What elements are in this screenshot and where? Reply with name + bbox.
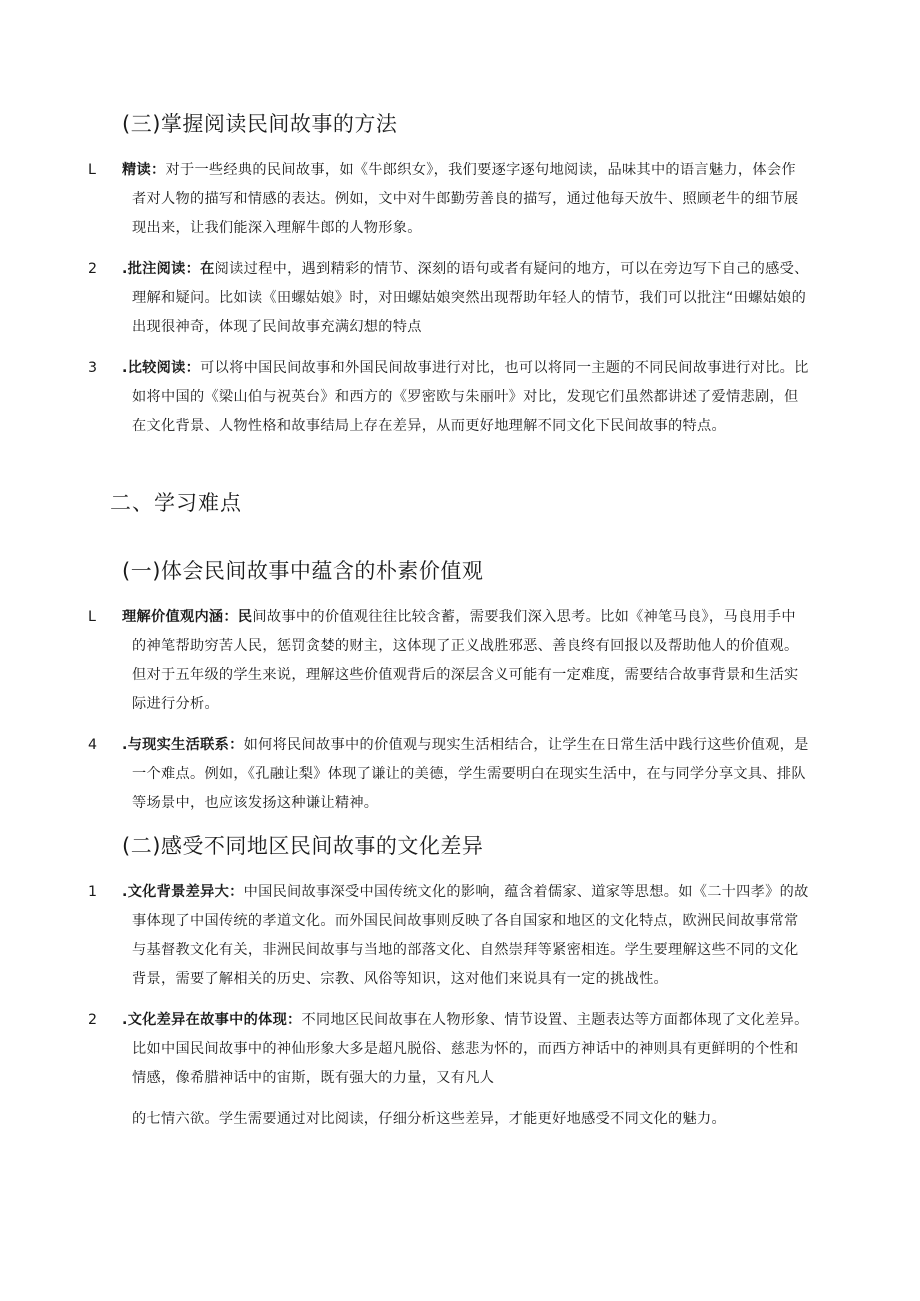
item-lead: .批注阅读：在 — [122, 261, 215, 277]
list-item: 1 .文化背景差异大：中国民间故事深受中国传统文化的影响，蕴含着儒家、道家等思想。如《二十四孝》的故事体现了中国传统的孝道文化。而外国民间故事则反映了各自国家和地区的文化特点，欧洲民间故事常常与基督教文化有关，非洲民间故事与当地的部落文化、自然崇拜等紧密相连。学生要理解这些不同的文化背景，需要了解相关的历史、宗教、风俗等知识，这对他们来说具有一定的挑战性。 — [88, 884, 809, 987]
item-text: 间故事中的价值观往往比较含蓄，需要我们深入思考。比如《神笔马良》，马良用手中的神笔帮助穷苦人民，惩罚贪婪的财主，这体现了正义战胜邪恶、善良终有回报以及帮助他人的价值观。但对于五年级的学生来说，理解这些价值观背后的深层含义可能有一定难度，需要结合故事背景和生活实际进行分析。 — [132, 609, 799, 712]
item-text: 可以将中国民间故事和外国民间故事进行对比，也可以将同一主题的不同民间故事进行对比。比如将中国的《梁山伯与祝英台》和西方的《罗密欧与朱丽叶》对比，发现它们虽然都讲述了爱情悲剧，但在文化背景、人物性格和故事结局上存在差异，从而更好地理解不同文化下民间故事的特点。 — [132, 360, 809, 434]
subsection-heading-values: (一)体会民间故事中蕴含的朴素价值观 — [122, 559, 484, 583]
item-lead: .文化背景差异大： — [122, 884, 244, 900]
list-item: 2 .批注阅读：在阅读过程中，遇到精彩的情节、深刻的语句或者有疑问的地方，可以在旁边写下自己的感受、理解和疑问。比如读《田螺姑娘》时，对田螺姑娘突然出现帮助年轻人的情节，我们可以批注“田螺姑娘的出现很神奇，体现了民间故事充满幻想的特点 — [88, 261, 809, 335]
item-text: 对于一些经典的民间故事，如《牛郎织女》，我们要逐字逐句地阅读，品味其中的语言魅力，体会作者对人物的描写和情感的表达。例如，文中对牛郎勤劳善良的描写，通过他每天放牛、照顾老牛的细节展现出来，让我们能深入理解牛郎的人物形象。 — [132, 162, 799, 236]
item-lead: .与现实生活联系： — [122, 737, 244, 753]
list-item: 3 .比较阅读：可以将中国民间故事和外国民间故事进行对比，也可以将同一主题的不同民间故事进行对比。比如将中国的《梁山伯与祝英台》和西方的《罗密欧与朱丽叶》对比，发现它们虽然都讲述了爱情悲剧，但在文化背景、人物性格和故事结局上存在差异，从而更好地理解不同文化下民间故事的特点。 — [88, 360, 809, 434]
item-lead: 精读： — [122, 162, 166, 178]
item-lead: 理解价值观内涵：民 — [122, 609, 253, 625]
item-text: 中国民间故事深受中国传统文化的影响，蕴含着儒家、道家等思想。如《二十四孝》的故事体现了中国传统的孝道文化。而外国民间故事则反映了各自国家和地区的文化特点，欧洲民间故事常常与基督教文化有关，非洲民间故事与当地的部落文化、自然崇拜等紧密相连。学生要理解这些不同的文化背景，需要了解相关的历史、宗教、风俗等知识，这对他们来说具有一定的挑战性。 — [132, 884, 809, 987]
item-text: 阅读过程中，遇到精彩的情节、深刻的语句或者有疑问的地方，可以在旁边写下自己的感受、理解和疑问。比如读《田螺姑娘》时，对田螺姑娘突然出现帮助年轻人的情节，我们可以批注“田螺姑娘的出现很神奇，体现了民间故事充满幻想的特点 — [132, 261, 809, 335]
item-lead: .比较阅读： — [122, 360, 201, 376]
item-text: 如何将民间故事中的价值观与现实生活相结合，让学生在日常生活中践行这些价值观，是一个难点。例如，《孔融让梨》体现了谦让的美德，学生需要明白在现实生活中，在与同学分享文具、排队等场景中，也应该发扬这种谦让精神。 — [132, 737, 809, 811]
continuation-paragraph: 的七情六欲。学生需要通过对比阅读，仔细分析这些差异，才能更好地感受不同文化的魅力。 — [132, 1111, 726, 1127]
list-item: L 精读：对于一些经典的民间故事，如《牛郎织女》，我们要逐字逐句地阅读，品味其中的语言魅力，体会作者对人物的描写和情感的表达。例如，文中对牛郎勤劳善良的描写，通过他每天放牛、照顾老牛的细节展现出来，让我们能深入理解牛郎的人物形象。 — [88, 162, 799, 236]
item-text: 不同地区民间故事在人物形象、情节设置、主题表达等方面都体现了文化差异。比如中国民间故事中的神仙形象大多是超凡脱俗、慈悲为怀的，而西方神话中的神则具有更鲜明的个性和情感，像希腊神话中的宙斯，既有强大的力量，又有凡人 — [132, 1012, 809, 1086]
section-heading-methods: (三)掌握阅读民间故事的方法 — [122, 112, 398, 136]
list-item: 4 .与现实生活联系：如何将民间故事中的价值观与现实生活相结合，让学生在日常生活中践行这些价值观，是一个难点。例如，《孔融让梨》体现了谦让的美德，学生需要明白在现实生活中，在与同学分享文具、排队等场景中，也应该发扬这种谦让精神。 — [88, 737, 809, 811]
item-lead: .文化差异在故事中的体现： — [122, 1012, 302, 1028]
section-heading-difficulties: 二、学习难点 — [110, 491, 242, 515]
list-item: L 理解价值观内涵：民间故事中的价值观往往比较含蓄，需要我们深入思考。比如《神笔马良》，马良用手中的神笔帮助穷苦人民，惩罚贪婪的财主，这体现了正义战胜邪恶、善良终有回报以及帮助他人的价值观。但对于五年级的学生来说，理解这些价值观背后的深层含义可能有一定难度，需要结合故事背景和生活实际进行分析。 — [88, 609, 799, 712]
subsection-heading-culture: (二)感受不同地区民间故事的文化差异 — [122, 834, 484, 858]
list-item: 2 .文化差异在故事中的体现：不同地区民间故事在人物形象、情节设置、主题表达等方面都体现了文化差异。比如中国民间故事中的神仙形象大多是超凡脱俗、慈悲为怀的，而西方神话中的神则具有更鲜明的个性和情感，像希腊神话中的宙斯，既有强大的力量，又有凡人 — [88, 1012, 809, 1086]
